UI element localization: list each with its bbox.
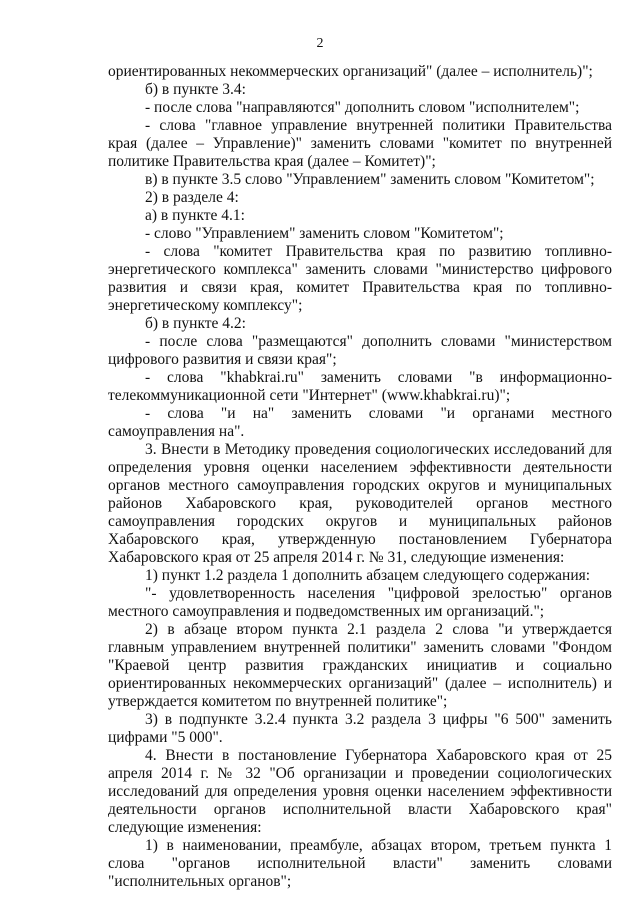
paragraph: 2) в абзаце втором пункта 2.1 раздела 2 слова "и утверждается главным управлением внутренней политики" заменить словами "Фондом "Краевой центр развития гражданских инициатив и социально ориентированных некоммерческих организаций" (далее – исполнитель) и утверждается комитетом по внутренней политике"; xyxy=(108,621,612,710)
paragraph: б) в пункте 3.4: xyxy=(145,81,246,98)
paragraph: в) в пункте 3.5 слово "Управлением" заменить словом "Комитетом"; xyxy=(145,171,595,188)
paragraph: - слово "Управлением" заменить словом "Комитетом"; xyxy=(145,225,504,242)
paragraph: ориентированных некоммерческих организаций" (далее – исполнитель)"; xyxy=(108,63,593,80)
paragraph: 3) в подпункте 3.2.4 пункта 3.2 раздела 3 цифры "6 500" заменить цифрами "5 000". xyxy=(108,711,612,746)
paragraph: а) в пункте 4.1: xyxy=(145,207,245,224)
paragraph: 2) в разделе 4: xyxy=(145,189,239,206)
paragraph: - слова "khabkrai.ru" заменить словами "в информационно-телекоммуникационной сети "Интернет" (www.khabkrai.ru)"; xyxy=(108,369,612,404)
paragraph: б) в пункте 4.2: xyxy=(145,315,246,332)
paragraph: - после слова "размещаются" дополнить словами "министерством цифрового развития и связи края"; xyxy=(108,333,612,368)
paragraph: 1) пункт 1.2 раздела 1 дополнить абзацем следующего содержания: xyxy=(145,567,591,584)
paragraph: 1) в наименовании, преамбуле, абзацах втором, третьем пункта 1 слова "органов исполнительной власти" заменить словами "исполнительных органов"; xyxy=(108,837,612,890)
paragraph: - слова "и на" заменить словами "и органами местного самоуправления на". xyxy=(108,405,612,440)
paragraph: - слова "главное управление внутренней политики Правительства края (далее – Управление)" заменить словами "комитет по внутренней политике Правительства края (далее – Комитет)"; xyxy=(108,117,612,170)
document-body xyxy=(108,63,612,891)
page-number: 2 xyxy=(316,36,324,51)
paragraph: - после слова "направляются" дополнить словом "исполнителем"; xyxy=(145,99,580,116)
paragraph: "- удовлетворенность населения "цифровой зрелостью" органов местного самоуправления и подведомственных им организаций."; xyxy=(108,585,612,620)
paragraph: - слова "комитет Правительства края по развитию топливно-энергетического комплекса" заменить словами "министерство цифрового развития и связи края, комитет Правительства края по топливно-энергетическому комплексу"; xyxy=(108,243,612,314)
paragraph: 4. Внести в постановление Губернатора Хабаровского края от 25 апреля 2014 г. № 32 "Об организации и проведении социологических исследований для определения уровня оценки населением эффективности деятельности органов исполнительной власти Хабаровского края" следующие изменения: xyxy=(108,747,612,836)
paragraph: 3. Внести в Методику проведения социологических исследований для определения уровня оценки населением эффективности деятельности органов местного самоуправления городских округов и муниципальных районов Хабаровского края, руководителей органов местного самоуправления городских округов и муниципальных районов Хабаровского края, утвержденную постановлением Губернатора Хабаровского края от 25 апреля 2014 г. № 31, следующие изменения: xyxy=(108,441,612,566)
